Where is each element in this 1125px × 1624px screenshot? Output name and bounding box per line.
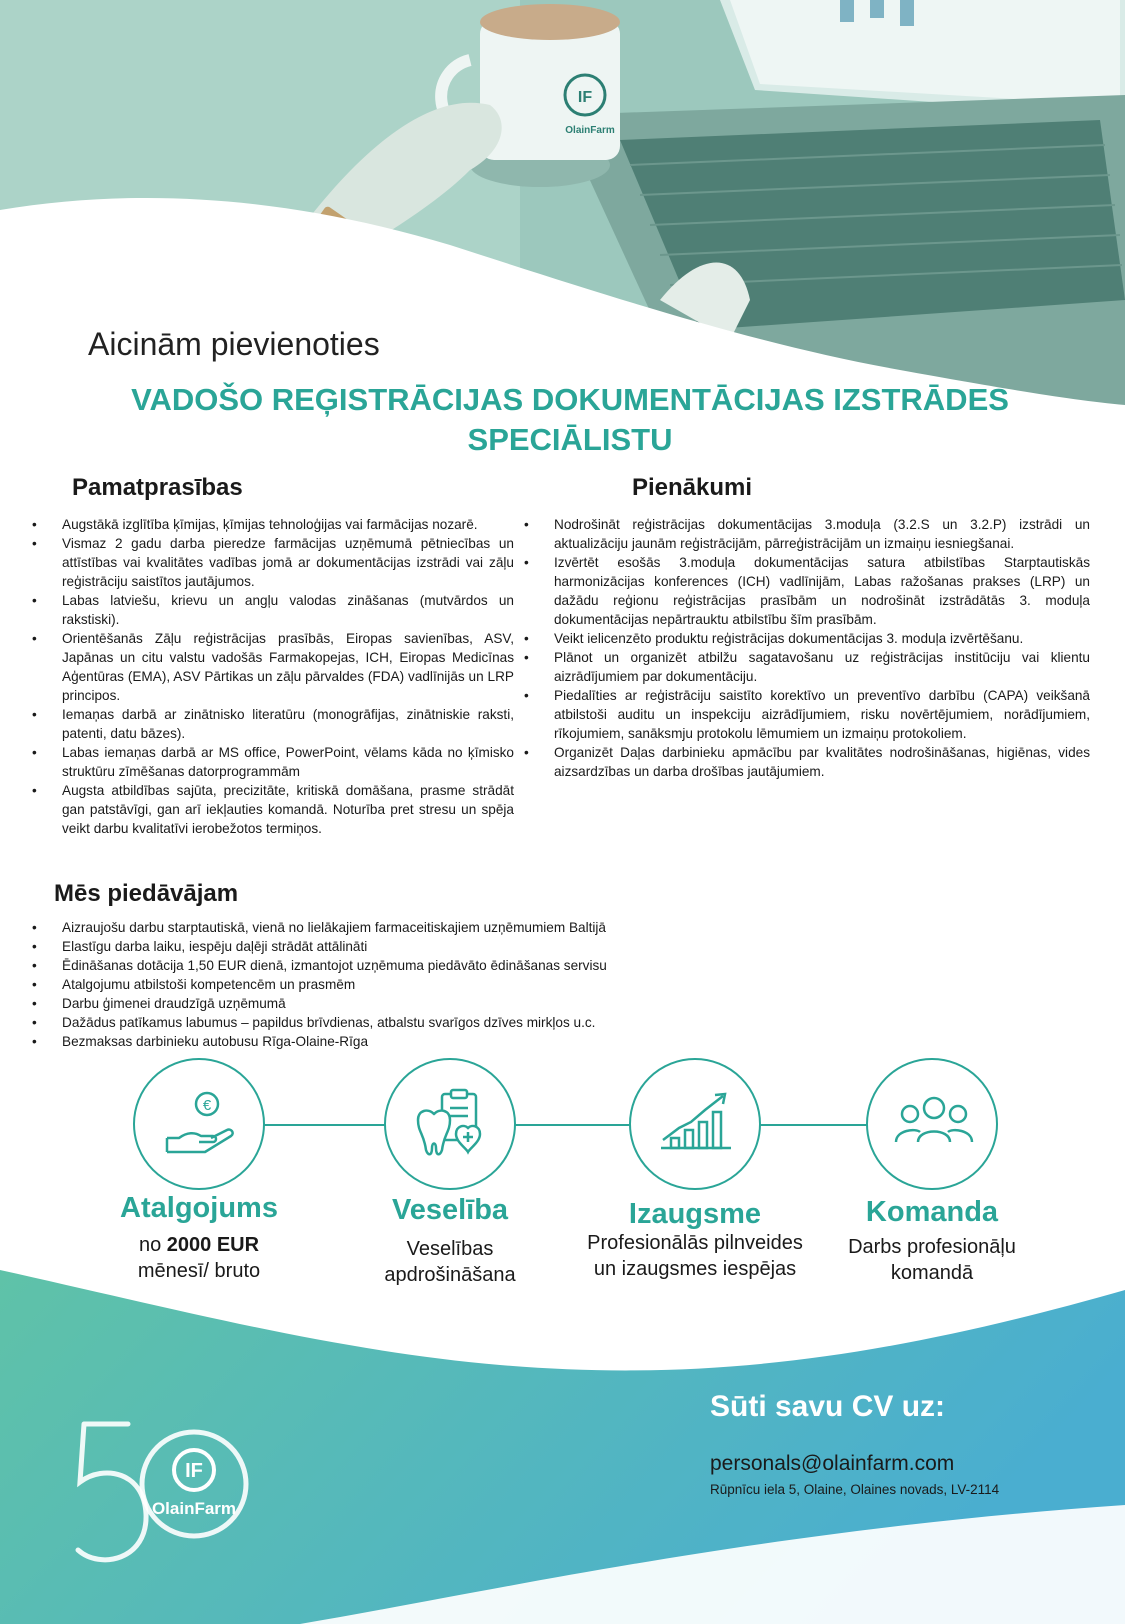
requirement-item: • Orientēšanās Zāļu reģistrācijas prasībās, Eiropas savienības, ASV, Japānas un citu valstu vadošās Farmakopejas, ICH, Eiropas Medicīnas Aģentūras (EMA), ASV Pārtikas un zāļu pārvaldes (FDA) vadlīnijās un LRP principos. [32, 629, 514, 705]
duty-item: • Veikt ielicenzēto produktu reģistrācijas dokumentācijas 3. moduļa izvērtēšanu. [524, 629, 1090, 648]
offer-item: • Dažādus patīkamus labumus – papildus brīvdienas, atbalstu svarīgos dzīves mirkļos u.c. [32, 1013, 792, 1032]
offer-item: • Darbu ģimenei draudzīgā uzņēmumā [32, 994, 792, 1013]
team-title: Komanda [865, 1196, 999, 1228]
salary-circle [133, 1058, 265, 1190]
duties-heading: Pienākumi [632, 474, 753, 501]
mug-brand-text: OlainFarm [565, 125, 615, 136]
intro-text: Aicinām pievienoties [88, 326, 380, 362]
duty-item: • Izvērtēt esošās 3.moduļa dokumentācijas satura atbilstības Starptautiskās harmonizācijas konferences (ICH) vadlīnijām, Labas ražošanas prakses (LRP) un dažādu reģionu reģistrācijas prasībām un nodrošināt izstrādātās 3. moduļa dokumentācijas nepārtrauktu atbilstību šīm prasībām. [524, 553, 1090, 629]
salary-prefix: no [138, 1234, 167, 1256]
hand-euro-icon [161, 1086, 241, 1166]
olainfarm-50-logo [70, 1410, 260, 1580]
duties-list [524, 515, 1090, 781]
duty-item: • Plānot un organizēt atbilžu sagatavošanu uz reģistrācijas institūciju vai klientu aizrādījumiem par dokumentāciju. [524, 648, 1090, 686]
duty-item: • Piedalīties ar reģistrāciju saistīto korektīvo un preventīvo darbību (CAPA) veikšanā atbilstoši auditu un inspekciju aizrādījumiem, risku novērtējumiem, norādījumiem, rīkojumiem, sanāksmju protokolu lēmumiem un izmaiņu protokoliem. [524, 686, 1090, 743]
team-line1: Darbs profesionāļu [848, 1236, 1016, 1258]
cv-address: Rūpnīcu iela 5, Olaine, Olaines novads, LV-2114 [710, 1482, 1000, 1497]
offer-item: • Atalgojumu atbilstoši kompetencēm un prasmēm [32, 975, 792, 994]
health-line1: Veselības [406, 1238, 494, 1260]
cv-heading: Sūti savu CV uz: [710, 1390, 946, 1423]
salary-desc [99, 1232, 299, 1284]
growth-title: Izaugsme [628, 1198, 762, 1230]
team-people-icon [894, 1086, 974, 1166]
health-line2: apdrošināšana [384, 1264, 516, 1286]
offer-list [32, 918, 792, 1051]
svg-text:IF: IF [577, 89, 593, 106]
requirement-item: • Labas latviešu, krievu un angļu valodas zināšanas (mutvārdos un rakstiski). [32, 591, 514, 629]
duty-item: • Organizēt Daļas darbinieku apmācību par kvalitātes nodrošināšanas, higiēnas, vides aizsardzības un darba drošības jautājumiem. [524, 743, 1090, 781]
offer-item: • Bezmaksas darbinieku autobusu Rīga-Olaine-Rīga [32, 1032, 792, 1051]
health-desc [350, 1236, 550, 1288]
growth-chart-icon [657, 1086, 737, 1166]
offer-item: • Ēdināšanas dotācija 1,50 EUR dienā, izmantojot uzņēmuma piedāvāto ēdināšanas servisu [32, 956, 792, 975]
job-title-line2: SPECIĀLISTU [467, 422, 673, 457]
requirement-item: • Augsta atbildības sajūta, precizitāte, kritiskā domāšana, prasme strādāt gan patstāvīgi, gan arī iekļauties komandā. Noturība pret stresu un spēja veikt darbu kvalitatīvi ierobežotos termiņos. [32, 781, 514, 838]
salary-amount [99, 1232, 299, 1258]
team-desc [832, 1234, 1032, 1286]
salary-title: Atalgojums [120, 1192, 278, 1224]
offer-heading: Mēs piedāvājam [54, 880, 239, 907]
requirement-item: • Labas iemaņas darbā ar MS office, PowerPoint, vēlams kāda no ķīmisko struktūru zīmēšanas datorprogrammām [32, 743, 514, 781]
job-title-line1: VADOŠO REĢISTRĀCIJAS DOKUMENTĀCIJAS IZSTRĀDES [131, 382, 1009, 417]
team-circle [866, 1058, 998, 1190]
requirement-item: • Vismaz 2 gadu darba pieredze farmācijas uzņēmumā pētniecības un attīstības vai kvalitātes vadības jomā ar dokumentācijas izstrādi vai zāļu reģistrāciju saistītos jautājumos. [32, 534, 514, 591]
svg-text:OlainFarm: OlainFarm [151, 1499, 237, 1518]
offer-item: • Elastīgu darba laiku, iespēju daļēji strādāt attālināti [32, 937, 792, 956]
tooth-clipboard-icon [412, 1086, 492, 1166]
health-title: Veselība [391, 1194, 509, 1226]
benefits-connector-line [180, 1124, 960, 1126]
team-line2: komandā [890, 1262, 974, 1284]
growth-circle [629, 1058, 761, 1190]
svg-text:€: € [202, 1097, 212, 1114]
requirement-item: • Iemaņas darbā ar zinātnisko literatūru (monogrāfijas, zinātniskie raksti, patenti, datu bāzes). [32, 705, 514, 743]
salary-period: mēnesī/ bruto [137, 1260, 261, 1282]
health-circle [384, 1058, 516, 1190]
requirements-heading: Pamatprasības [72, 474, 243, 501]
offer-item: • Aizraujošu darbu starptautiskā, vienā no lielākajiem farmaceitiskajiem uzņēmumiem Baltijā [32, 918, 792, 937]
olainfarm-logo-icon [70, 1410, 260, 1580]
job-title [60, 380, 1080, 460]
requirements-list [32, 515, 514, 838]
cv-email[interactable]: personals@olainfarm.com [710, 1452, 955, 1475]
duty-item: • Nodrošināt reģistrācijas dokumentācijas 3.moduļa (3.2.S un 3.2.P) izstrādi un aktualizāciju jaunām reģistrācijām, pārreģistrācijām un izmaiņu iesniegšanai. [524, 515, 1090, 553]
svg-text:IF: IF [185, 1460, 203, 1482]
requirement-item: • Augstākā izglītība ķīmijas, ķīmijas tehnoloģijas vai farmācijas nozarē. [32, 515, 514, 534]
growth-desc [565, 1230, 825, 1282]
growth-line1: Profesionālās pilnveides [587, 1232, 803, 1254]
growth-line2: un izaugsmes iespējas [593, 1258, 797, 1280]
salary-amount-value: 2000 EUR [166, 1234, 260, 1256]
